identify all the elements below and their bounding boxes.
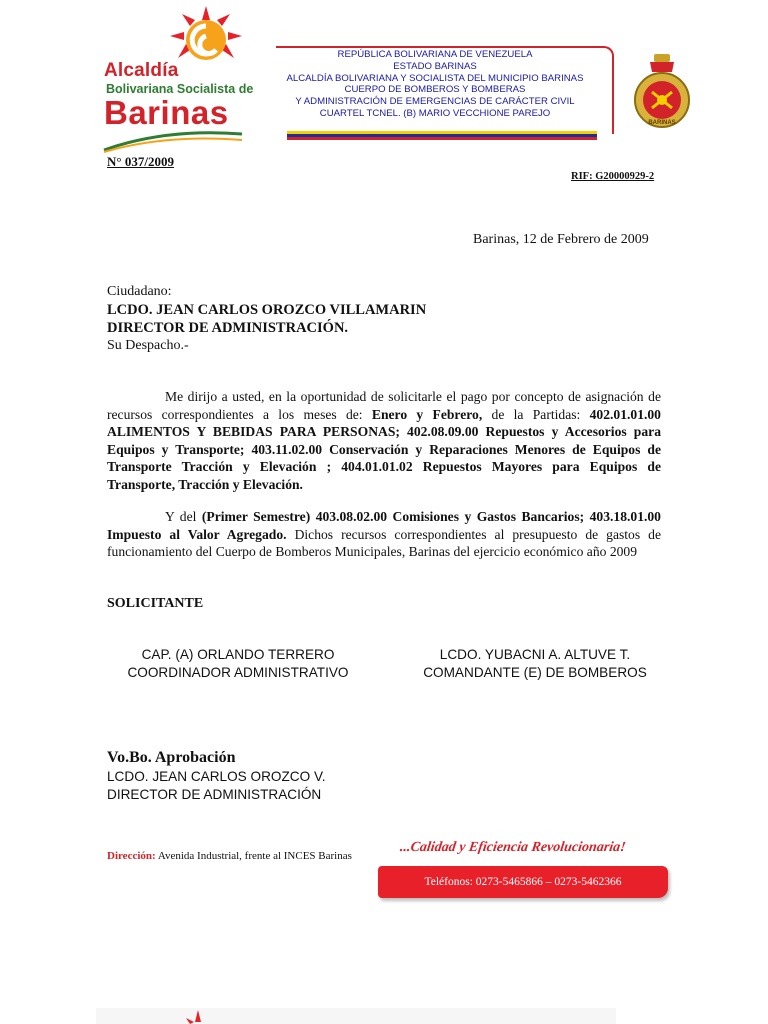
phone-numbers: Teléfonos: 0273-5465866 – 0273-5462366 xyxy=(424,876,622,888)
logo-swoosh xyxy=(96,124,246,154)
header-text xyxy=(276,49,594,120)
header-line: ESTADO BARINAS xyxy=(393,60,477,72)
sun-icon xyxy=(178,1008,218,1024)
address-text: Avenida Industrial, frente al INCES Barinas xyxy=(157,850,352,862)
signer-right-name: LCDO. YUBACNI A. ALTUVE T. xyxy=(439,647,631,662)
salutation: Ciudadano: xyxy=(107,284,172,299)
emblem-text: BARINAS xyxy=(648,120,676,126)
letter-date: Barinas, 12 de Febrero de 2009 xyxy=(473,232,649,247)
p1-partidas: 402.01.01.00 ALIMENTOS Y BEBIDAS PARA PERSONAS; 402.08.09.00 Repuestos y Accesorios para Equipos y Transporte; 403.11.02.00 Conservación y Reparaciones Menores de Equipos de Transporte Tracción y Elevación ; 404.01.01.02 Repuestos Mayores para Equipos de Transporte, Tracción y Elevación. xyxy=(107,406,661,492)
phone-banner xyxy=(378,866,668,898)
address-label: Dirección: xyxy=(107,850,156,862)
logo-line3: Barinas xyxy=(104,94,229,131)
logo-line2: Bolivariana Socialista de xyxy=(106,82,254,96)
signer-left-role: COORDINADOR ADMINISTRATIVO xyxy=(127,665,349,680)
signature-left xyxy=(107,646,369,682)
logo-line1: Alcaldía xyxy=(104,60,179,81)
p2-text-a: Y del xyxy=(165,509,197,524)
signature-right xyxy=(404,646,666,682)
approver-role: DIRECTOR DE ADMINISTRACIÓN xyxy=(107,787,322,802)
header-line: ALCALDÍA BOLIVARIANA Y SOCIALISTA DEL MUNICIPIO BARINAS xyxy=(286,72,584,84)
header-line: REPÚBLICA BOLIVARIANA DE VENEZUELA xyxy=(337,49,533,60)
approval-label: Vo.Bo. Aprobación xyxy=(107,749,236,766)
header-line: CUARTEL TCNEL. (B) MARIO VECCHIONE PAREJO xyxy=(319,107,551,119)
signer-left-name: CAP. (A) ORLANDO TERRERO xyxy=(141,647,335,662)
body-paragraph-1 xyxy=(107,388,661,494)
header-line: CUERPO DE BOMBEROS Y BOMBERAS xyxy=(344,84,526,96)
approver-name: LCDO. JEAN CARLOS OROZCO V. xyxy=(107,769,326,784)
footer-address xyxy=(107,850,352,862)
bomberos-emblem xyxy=(632,52,692,136)
next-page-edge xyxy=(96,1008,616,1024)
body-paragraph-2 xyxy=(107,508,661,561)
venezuela-flag-stripe xyxy=(287,131,597,140)
firefighter-shield-icon xyxy=(632,52,692,136)
p2-text-c: Dichos recursos correspondientes al presupuesto de gastos de funcionamiento del Cuerpo de Bomberos Municipales, Barinas del ejercicio económico año 2009 xyxy=(107,526,661,560)
alcaldia-logo xyxy=(96,6,254,156)
solicitante-label: SOLICITANTE xyxy=(107,596,204,611)
addressee-closing: Su Despacho.- xyxy=(107,338,189,353)
footer-slogan: ...Calidad y Eficiencia Revolucionaria! xyxy=(399,840,627,855)
p2-partidas: (Primer Semestre) 403.08.02.00 Comisiones y Gastos Bancarios; 403.18.01.00 Impuesto al Valor Agregado. xyxy=(107,509,661,542)
header-line: Y ADMINISTRACIÓN DE EMERGENCIAS DE CARÁCTER CIVIL xyxy=(295,96,575,108)
addressee-name: LCDO. JEAN CARLOS OROZCO VILLAMARIN xyxy=(107,302,427,318)
rif-number: RIF: G20000929-2 xyxy=(571,171,655,182)
addressee-title: DIRECTOR DE ADMINISTRACIÓN. xyxy=(107,320,349,336)
p1-text-a: Me dirijo a usted, en la oportunidad de solicitarle el pago por concepto de asignación de recursos correspondientes a los meses de: xyxy=(107,389,661,422)
p1-months: Enero y Febrero, xyxy=(371,406,483,422)
p1-text-c: de la Partidas: xyxy=(491,406,581,422)
addressee-block xyxy=(107,283,426,355)
document-number: N° 037/2009 xyxy=(107,154,174,169)
approval-block xyxy=(107,768,326,804)
signer-right-role: COMANDANTE (E) DE BOMBEROS xyxy=(423,665,647,680)
